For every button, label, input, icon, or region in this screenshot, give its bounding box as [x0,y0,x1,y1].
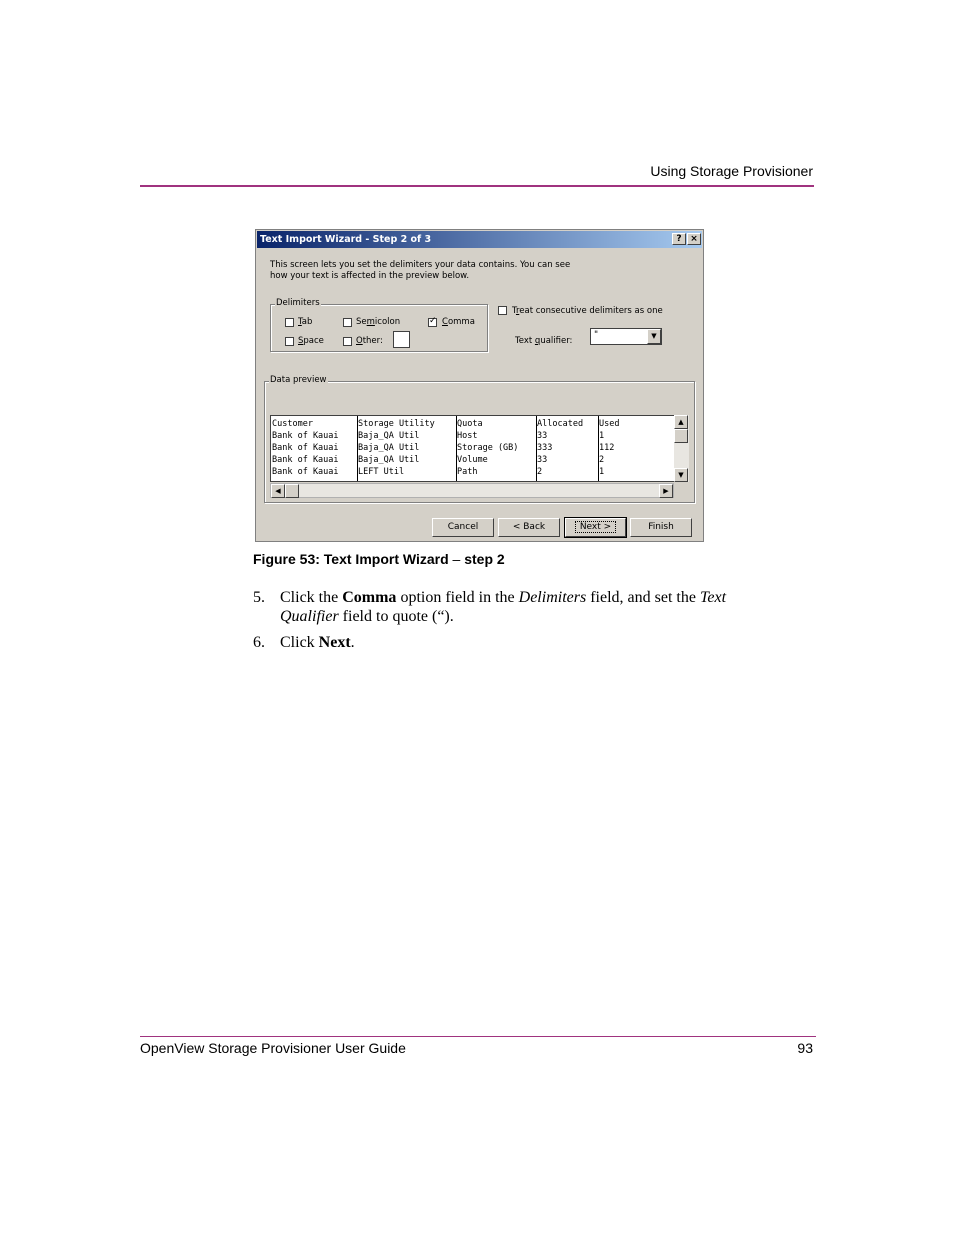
preview-cell: LEFT Util [358,467,405,477]
semicolon-label[interactable]: Semicolon [356,317,401,327]
preview-cell: Customer [272,419,313,429]
comma-label[interactable]: Comma [442,317,475,327]
step-item [253,588,773,626]
data-preview-legend: Data preview [270,375,327,385]
semicolon-checkbox[interactable] [343,318,352,327]
step-emphasis: Next [318,634,351,651]
text-qualifier-select[interactable] [590,328,662,345]
scroll-right-icon[interactable]: ▶ [659,484,673,498]
preview-cell: 2 [599,455,605,465]
preview-cell: Path [457,467,478,477]
scroll-left-icon[interactable]: ◀ [271,484,285,498]
preview-cell: 33 [537,455,548,465]
page-header-title: Using Storage Provisioner [650,163,813,179]
preview-cell: Quota [457,419,483,429]
close-button[interactable]: × [687,233,701,245]
figure-label: Figure 53: Text Import Wizard [253,551,449,567]
preview-cell: Baja_QA Util [358,455,420,465]
back-button[interactable]: < Back [498,518,560,537]
next-button-label: Next > [575,521,616,533]
treat-consecutive-label[interactable]: Treat consecutive delimiters as one [512,306,663,316]
preview-cell: Baja_QA Util [358,443,420,453]
horizontal-scroll-thumb[interactable] [285,484,299,498]
step-emphasis: Delimiters [518,589,587,606]
horizontal-scrollbar[interactable] [270,483,674,498]
preview-cell: Host [457,431,478,441]
cancel-button[interactable]: Cancel [432,518,494,537]
step-item [253,633,773,652]
preview-column[interactable] [271,416,358,481]
footer-guide-title: OpenView Storage Provisioner User Guide [140,1040,406,1056]
delimiters-group [270,298,488,352]
preview-cell: 112 [599,443,615,453]
dialog-titlebar[interactable] [257,231,702,248]
help-button[interactable]: ? [672,233,686,245]
delimiters-legend: Delimiters [276,298,320,308]
text-import-wizard-dialog [255,229,704,542]
preview-cell: Bank of Kauai [272,431,339,441]
scroll-up-icon[interactable]: ▲ [674,415,688,429]
finish-button[interactable]: Finish [630,518,692,537]
instruction-steps [253,588,773,659]
other-delimiter-input[interactable] [393,331,410,348]
next-button[interactable] [565,518,626,537]
vertical-scrollbar[interactable] [674,415,689,482]
treat-consecutive-checkbox[interactable] [498,306,507,315]
data-preview-grid[interactable] [270,415,675,482]
preview-cell: 1 [599,431,605,441]
step-number: 6. [253,634,265,651]
step-number: 5. [253,589,265,606]
other-label[interactable]: Other: [356,336,383,346]
preview-column[interactable] [598,416,674,481]
preview-cell: Storage (GB) [457,443,519,453]
space-label[interactable]: Space [298,336,324,346]
preview-cell: 1 [599,467,605,477]
preview-column[interactable] [536,416,599,481]
step-text: field, and set the [586,589,700,606]
step-text: Click the [280,589,343,606]
tab-checkbox[interactable] [285,318,294,327]
step-text: field to quote (“). [338,608,454,625]
tab-label[interactable]: Tab [298,317,313,327]
preview-column[interactable] [456,416,537,481]
comma-checkbox[interactable] [428,318,437,327]
vertical-scroll-thumb[interactable] [674,429,688,443]
step-text: option field in the [396,589,519,606]
space-checkbox[interactable] [285,337,294,346]
step-text: Click [280,634,319,651]
text-qualifier-value: " [594,330,599,340]
figure-dash: – [452,551,461,567]
other-checkbox[interactable] [343,337,352,346]
preview-cell: Bank of Kauai [272,467,339,477]
preview-column[interactable] [357,416,457,481]
figure-caption [253,551,505,567]
preview-cell: Allocated [537,419,584,429]
step-emphasis: Text Qualifier [280,589,727,625]
scroll-down-icon[interactable]: ▼ [674,468,688,482]
dialog-title: Text Import Wizard - Step 2 of 3 [260,234,432,245]
dialog-intro-text: This screen lets you set the delimiters your data contains. You can see how your text is affected in the preview below. [270,260,571,281]
preview-cell: Baja_QA Util [358,431,420,441]
step-emphasis: Comma [342,589,397,606]
header-rule [140,185,814,187]
preview-cell: 2 [537,467,543,477]
preview-cell: Bank of Kauai [272,455,339,465]
preview-cell: Storage Utility [358,419,435,429]
step-text: . [350,634,355,651]
footer-rule [140,1036,816,1037]
preview-cell: Bank of Kauai [272,443,339,453]
figure-suffix: step 2 [464,551,505,567]
preview-cell: Volume [457,455,488,465]
chevron-down-icon[interactable]: ▼ [647,329,661,344]
preview-cell: 33 [537,431,548,441]
preview-cell: Used [599,419,620,429]
preview-cell: 333 [537,443,553,453]
page-number: 93 [797,1040,813,1056]
text-qualifier-label: Text qualifier: [515,336,573,346]
